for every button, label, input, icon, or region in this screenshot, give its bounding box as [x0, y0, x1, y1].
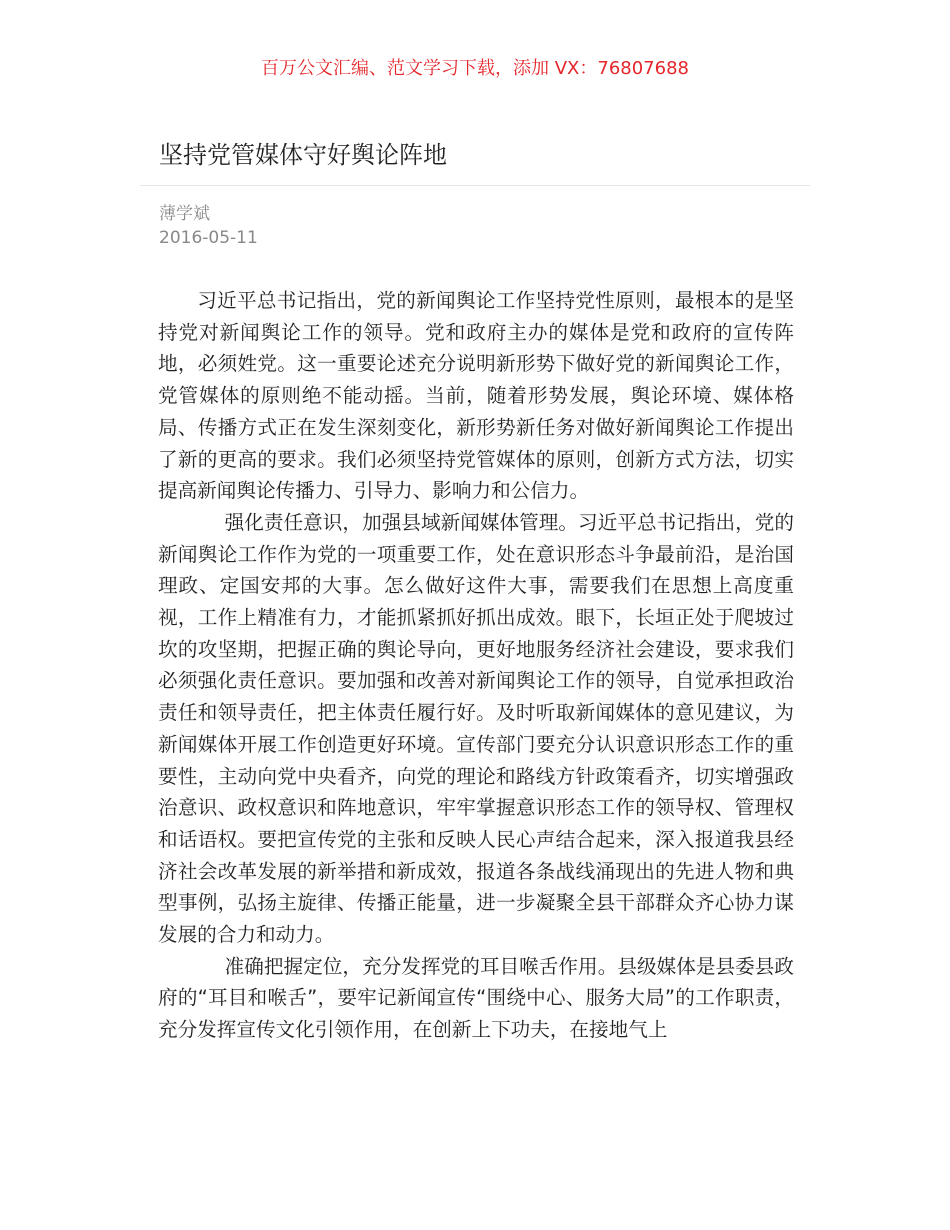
article-body — [158, 285, 794, 1046]
promo-banner: 百万公文汇编、范文学习下载，添加 VX：76807688 — [261, 58, 689, 79]
article-paragraph: 准确把握定位，充分发挥党的耳目喉舌作用。县级媒体是县委县政府的“耳目和喉舌”，要牢记新闻宣传“围绕中心、服务大局”的工作职责，充分发挥宣传文化引领作用，在创新上下功夫，在接地气上 — [158, 954, 794, 1042]
article-paragraph: 习近平总书记指出，党的新闻舆论工作坚持党性原则，最根本的是坚持党对新闻舆论工作的领导。党和政府主办的媒体是党和政府的宣传阵地，必须姓党。这一重要论述充分说明新形势下做好党的新闻舆论工作，党管媒体的原则绝不能动摇。当前，随着形势发展，舆论环境、媒体格局、传播方式正在发生深刻变化，新形势新任务对做好新闻舆论工作提出了新的更高的要求。我们必须坚持党管媒体的原则，创新方式方法，切实提高新闻舆论传播力、引导力、影响力和公信力。 — [158, 289, 794, 503]
article-date: 2016-05-11 — [159, 228, 258, 248]
title-divider — [140, 185, 810, 186]
article-author: 薄学斌 — [159, 204, 210, 224]
article-title: 坚持党管媒体守好舆论阵地 — [159, 141, 447, 169]
article-paragraph: 强化责任意识，加强县域新闻媒体管理。习近平总书记指出，党的新闻舆论工作作为党的一项重要工作，处在意识形态斗争最前沿，是治国理政、定国安邦的大事。怎么做好这件大事，需要我们在思想上高度重视，工作上精准有力，才能抓紧抓好抓出成效。眼下，长垣正处于爬坡过坎的攻坚期，把握正确的舆论导向，更好地服务经济社会建设，要求我们必须强化责任意识。要加强和改善对新闻舆论工作的领导，自觉承担政治责任和领导责任，把主体责任履行好。及时听取新闻媒体的意见建议，为新闻媒体开展工作创造更好环境。宣传部门要充分认识意识形态工作的重要性，主动向党中央看齐，向党的理论和路线方针政策看齐，切实增强政治意识、政权意识和阵地意识，牢牢掌握意识形态工作的领导权、管理权和话语权。要把宣传党的主张和反映人民心声结合起来，深入报道我县经济社会改革发展的新举措和新成效，报道各条战线涌现出的先进人物和典型事例，弘扬主旋律、传播正能量，进一步凝聚全县干部群众齐心协力谋发展的合力和动力。 — [158, 510, 794, 947]
